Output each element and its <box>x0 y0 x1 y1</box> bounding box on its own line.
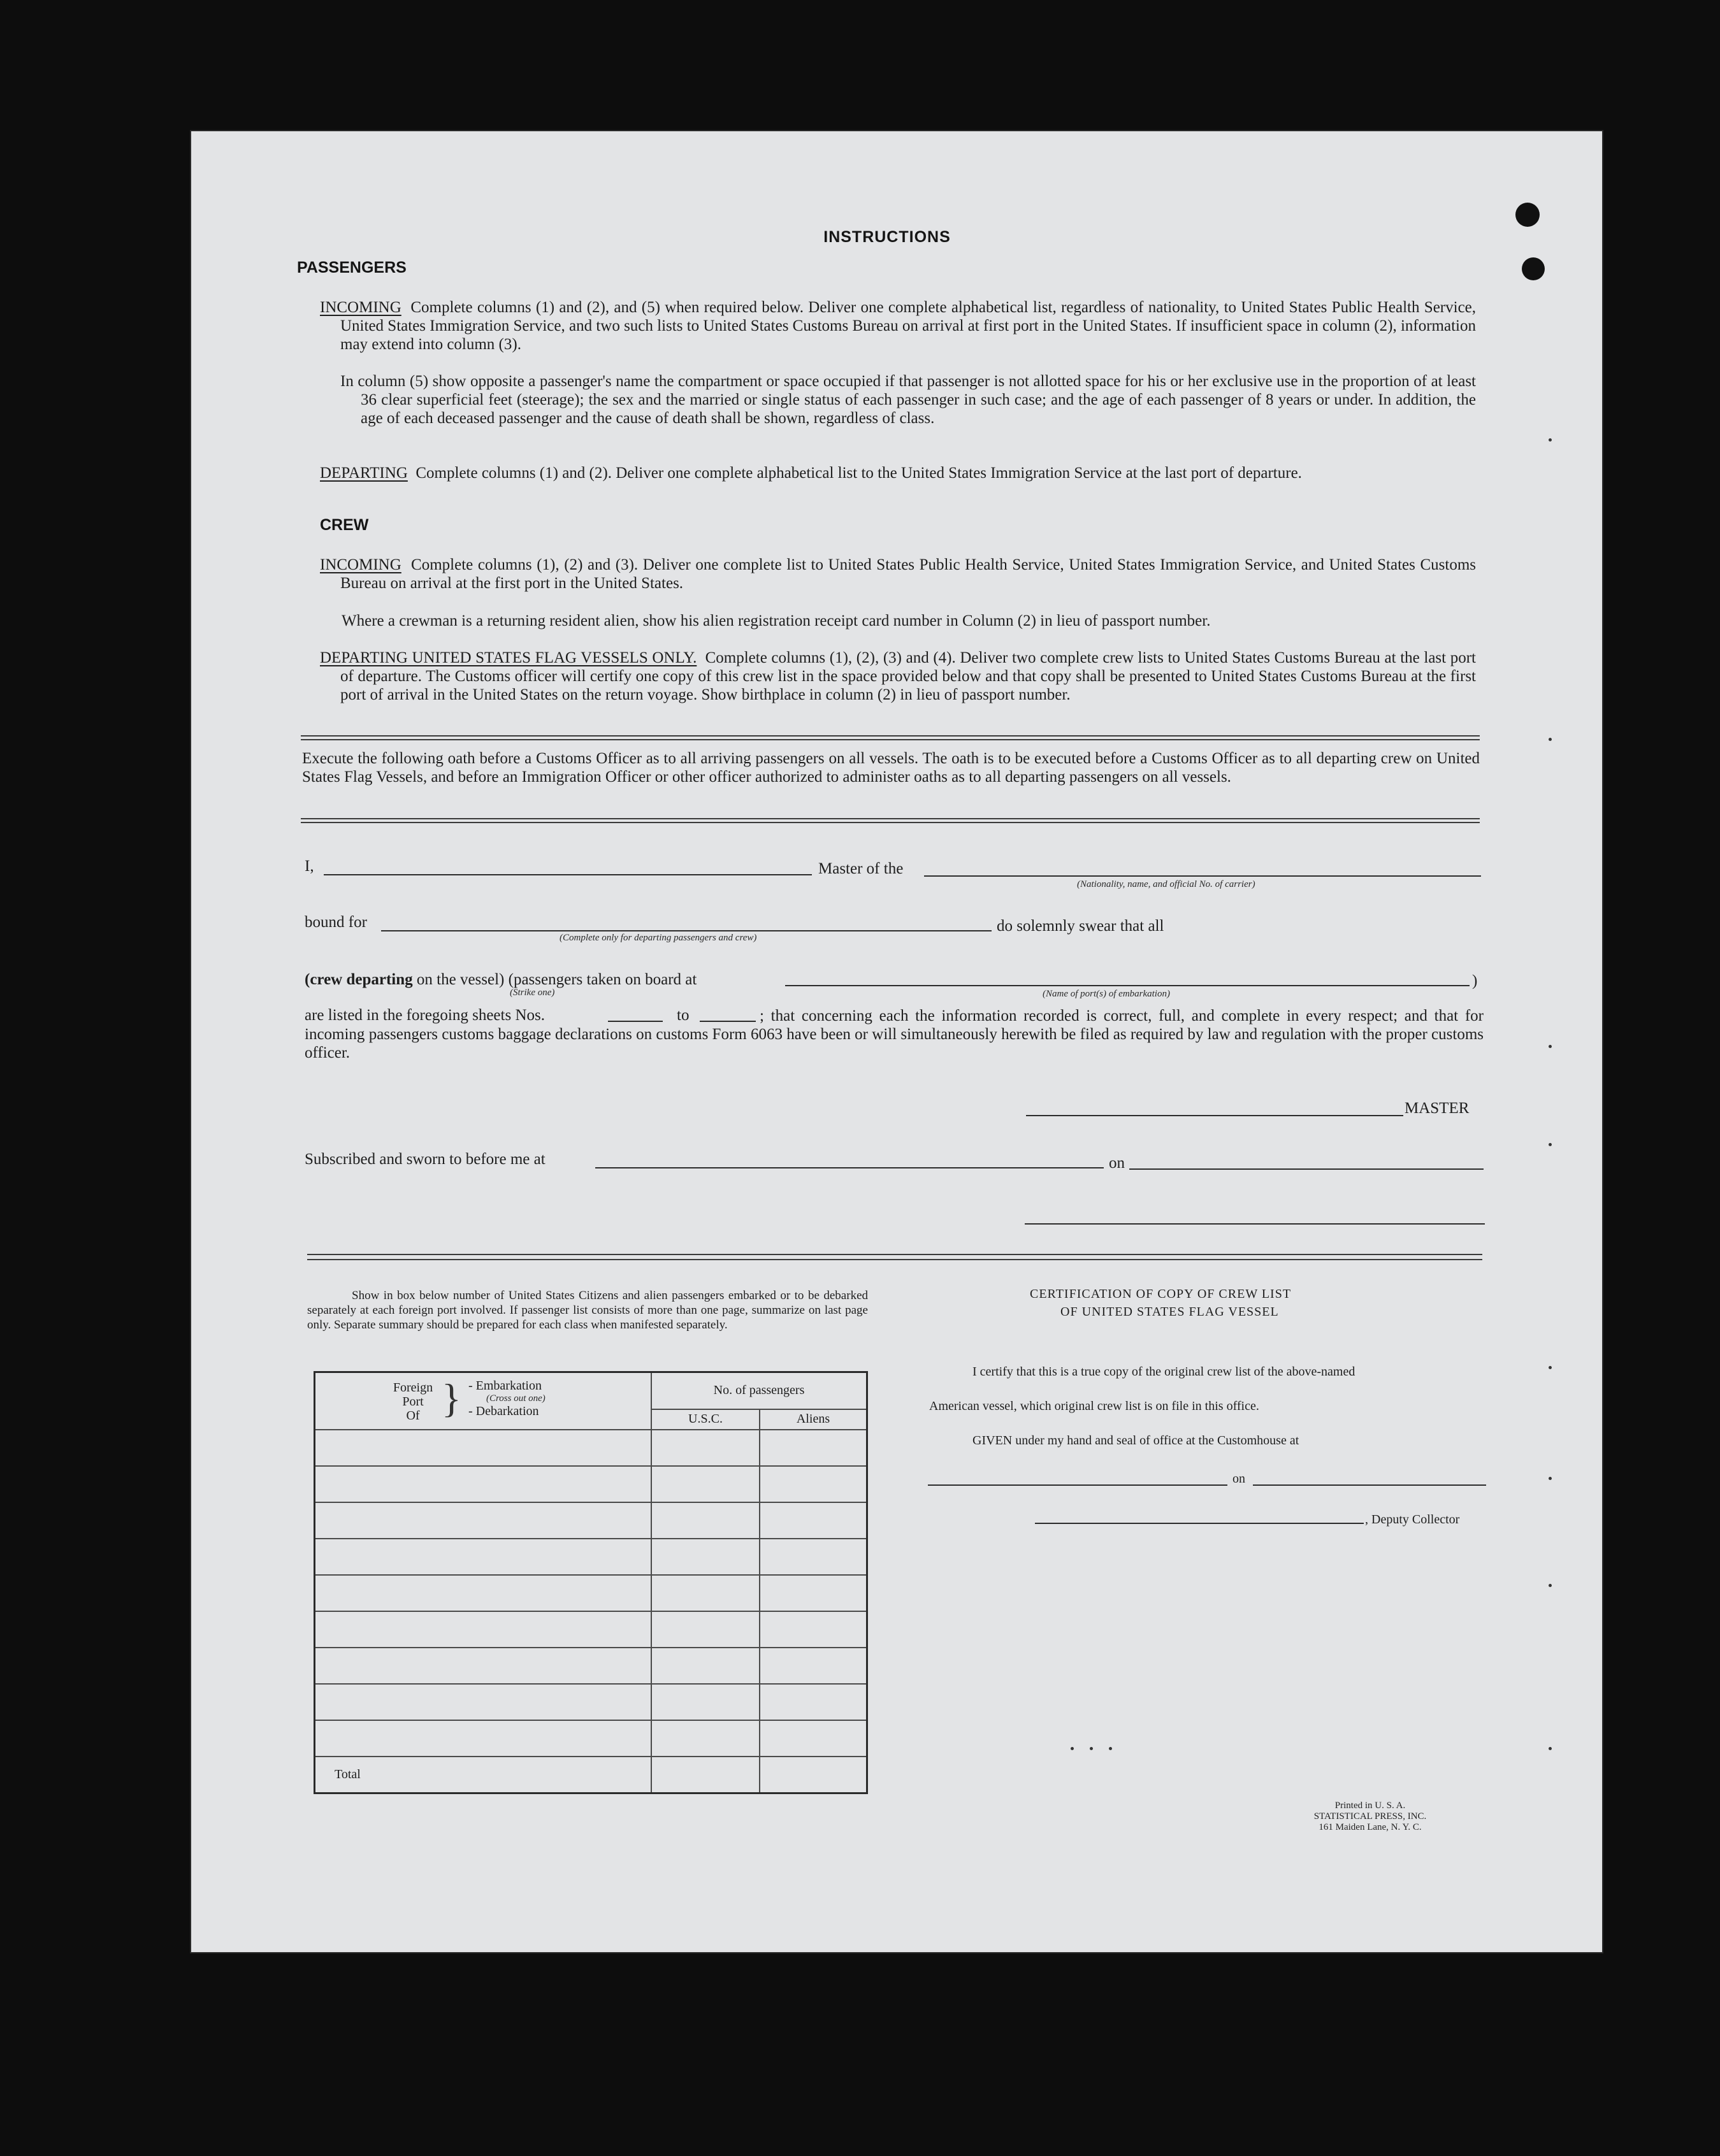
master-name-field[interactable] <box>324 874 812 875</box>
usc-cell[interactable] <box>651 1539 760 1575</box>
of-label: Of <box>406 1409 420 1423</box>
swear-text: do solemnly swear that all <box>997 917 1164 935</box>
usc-header: U.S.C. <box>651 1409 760 1430</box>
officer-signature-field[interactable] <box>1025 1223 1485 1225</box>
margin-speck <box>1549 1477 1552 1480</box>
embarkation-port-field[interactable] <box>785 985 1470 986</box>
passengers-incoming-paragraph <box>320 298 1476 354</box>
crew-departing-paragraph <box>320 649 1476 704</box>
embarkation-note: (Name of port(s) of embarkation) <box>1043 989 1170 999</box>
passengers-column5-paragraph <box>340 372 1476 428</box>
certify-line-2: American vessel, which original crew list is on file in this office. <box>929 1399 1259 1413</box>
certification-title-1: CERTIFICATION OF COPY OF CREW LIST <box>1030 1287 1292 1301</box>
crew-incoming-paragraph <box>320 556 1476 593</box>
page-title: INSTRUCTIONS <box>823 228 951 246</box>
port-cell[interactable] <box>315 1430 652 1466</box>
port-cell[interactable] <box>315 1466 652 1502</box>
usc-cell[interactable] <box>651 1575 760 1611</box>
bound-for-label: bound for <box>305 914 367 931</box>
table-row <box>315 1720 867 1757</box>
close-paren: ) <box>1472 972 1478 989</box>
deputy-collector-label: , Deputy Collector <box>1365 1513 1460 1527</box>
aliens-cell[interactable] <box>760 1720 867 1757</box>
master-of-label: Master of the <box>818 860 904 877</box>
passengers-incoming-label: INCOMING <box>320 299 401 316</box>
subscribed-label: Subscribed and sworn to before me at <box>305 1151 546 1168</box>
table-row <box>315 1430 867 1466</box>
total-aliens-cell[interactable] <box>760 1757 867 1793</box>
table-row <box>315 1502 867 1539</box>
summary-note: Show in box below number of United States Citizens and alien passengers embarked or to be debarked separately at each foreign port involved. If passenger list consists of more than one page, summarize on last page only. Separate summary should be prepared for each class when manifested separately. <box>307 1289 868 1332</box>
margin-speck <box>1090 1747 1093 1750</box>
aliens-cell[interactable] <box>760 1684 867 1720</box>
passengers-departing-text: Complete columns (1) and (2). Deliver one complete alphabetical list to the United States Immigration Service at the last port of departure. <box>416 464 1302 482</box>
divider-2 <box>301 818 1480 819</box>
port-header-cell <box>315 1372 652 1430</box>
passengers-column5-text: In column (5) show opposite a passenger's name the compartment or space occupied if that passenger is not allotted space for his or her exclusive use in the proportion of at least 36 clear superficial feet (steerage); the sex and the married or single status of each passenger in such case; and the age of each passenger of 8 years or under. In addition, the age of each deceased passenger and the cause of death shall be shown, regardless of class. <box>340 373 1476 427</box>
master-label: MASTER <box>1405 1100 1470 1117</box>
margin-speck <box>1109 1747 1112 1750</box>
oath-i-label: I, <box>305 858 314 875</box>
carrier-field[interactable] <box>924 875 1481 877</box>
subscribed-on-label: on <box>1109 1154 1125 1172</box>
port-cell[interactable] <box>315 1720 652 1757</box>
table-row <box>315 1684 867 1720</box>
aliens-cell[interactable] <box>760 1611 867 1648</box>
margin-speck <box>1071 1747 1074 1750</box>
passengers-taken-text: (passengers taken on board at <box>508 971 697 988</box>
debarkation-label: - Debarkation <box>468 1404 539 1418</box>
listed-to: to <box>677 1007 690 1024</box>
deputy-signature-field[interactable] <box>1035 1523 1364 1524</box>
printer-line-3: 161 Maiden Lane, N. Y. C. <box>1319 1822 1422 1832</box>
printer-line-1: Printed in U. S. A. <box>1334 1800 1406 1811</box>
table-row <box>315 1648 867 1684</box>
divider-1b <box>301 739 1480 740</box>
port-label: Port <box>402 1395 424 1409</box>
cross-out-note: (Cross out one) <box>486 1393 546 1404</box>
aliens-cell[interactable] <box>760 1539 867 1575</box>
brace-icon: } <box>442 1376 461 1421</box>
crew-departing-bold: (crew departing <box>305 971 413 988</box>
listed-start: are listed in the foregoing sheets Nos. <box>305 1007 545 1024</box>
port-cell[interactable] <box>315 1611 652 1648</box>
port-cell[interactable] <box>315 1539 652 1575</box>
margin-speck <box>1549 1143 1552 1146</box>
carrier-note: (Nationality, name, and official No. of carrier) <box>1077 879 1255 889</box>
customhouse-field[interactable] <box>928 1484 1227 1486</box>
certification-title-2: OF UNITED STATES FLAG VESSEL <box>1060 1305 1279 1319</box>
master-signature-field[interactable] <box>1026 1115 1403 1116</box>
margin-speck <box>1549 1045 1552 1048</box>
certify-line-1: I certify that this is a true copy of the original crew list of the above-named <box>972 1365 1355 1379</box>
aliens-cell[interactable] <box>760 1575 867 1611</box>
divider-1 <box>301 735 1480 737</box>
crew-incoming-label: INCOMING <box>320 556 401 573</box>
crew-incoming-text: Complete columns (1), (2) and (3). Deliver one complete list to United States Public Health Service, United States Immigration Service, and United States Customs Bureau on arrival at the first port in the United States. <box>340 556 1477 592</box>
margin-speck <box>1549 1366 1552 1369</box>
table-row <box>315 1539 867 1575</box>
given-line: GIVEN under my hand and seal of office at the Customhouse at <box>972 1434 1299 1448</box>
crew-resident-text: Where a crewman is a returning resident alien, show his alien registration receipt card number in Column (2) in lieu of passport number. <box>342 612 1211 629</box>
listed-rest-text: ; that concerning each the information recorded is correct, full, and complete in every respect; and that for incoming passengers customs baggage declarations on customs Form 6063 have been or will simultaneously herewith be filed as required by law and regulation with the proper customs officer. <box>305 1007 1484 1061</box>
table-row <box>315 1611 867 1648</box>
crew-departing-text: Complete columns (1), (2), (3) and (4). Deliver two complete crew lists to United States Customs Bureau at the last port of departure. The Customs officer will certify one copy of this crew list in the space provided below and that copy shall be presented to United States Customs Bureau at the first port of arrival in the United States on the return voyage. Show birthplace in column (2) in lieu of passport number. <box>340 649 1477 703</box>
crew-departing-option <box>305 971 697 989</box>
printer-imprint <box>1275 1800 1466 1833</box>
total-row <box>315 1757 867 1793</box>
crew-heading: CREW <box>320 516 369 534</box>
oath-intro: Execute the following oath before a Customs Officer as to all arriving passengers on all vessels. The oath is to be executed before a Customs Officer as to all departing crew on United States Flag Vessels, and before an Immigration Officer or other officer authorized to administer oaths as to all departing passengers on all vessels. <box>302 750 1480 786</box>
aliens-cell[interactable] <box>760 1466 867 1502</box>
port-cell[interactable] <box>315 1684 652 1720</box>
port-cell[interactable] <box>315 1575 652 1611</box>
passengers-departing-paragraph <box>320 464 1476 482</box>
usc-cell[interactable] <box>651 1648 760 1684</box>
usc-cell[interactable] <box>651 1502 760 1539</box>
usc-cell[interactable] <box>651 1430 760 1466</box>
embarkation-label: - Embarkation <box>468 1379 542 1393</box>
strike-note: (Strike one) <box>510 988 555 998</box>
crew-departing-label: DEPARTING UNITED STATES FLAG VESSELS ONLY. <box>320 649 697 666</box>
divider-2b <box>301 822 1480 823</box>
margin-speck <box>1549 1584 1552 1587</box>
no-of-passengers-header: No. of passengers <box>651 1372 867 1409</box>
punch-hole-bottom <box>1522 257 1545 280</box>
certification-date-field[interactable] <box>1253 1484 1486 1486</box>
passengers-heading: PASSENGERS <box>297 259 407 277</box>
bound-for-field[interactable] <box>381 930 992 931</box>
foreign-label: Foreign <box>393 1381 433 1395</box>
crew-resident-paragraph <box>342 612 1456 630</box>
margin-speck <box>1549 1747 1552 1750</box>
margin-speck <box>1549 738 1552 741</box>
total-usc-cell[interactable] <box>651 1757 760 1793</box>
usc-cell[interactable] <box>651 1684 760 1720</box>
bound-for-note: (Complete only for departing passengers and crew) <box>560 933 757 943</box>
port-cell[interactable] <box>315 1502 652 1539</box>
divider-3b <box>307 1259 1482 1260</box>
margin-speck <box>1549 438 1552 442</box>
aliens-header: Aliens <box>760 1409 867 1430</box>
usc-cell[interactable] <box>651 1611 760 1648</box>
usc-cell[interactable] <box>651 1466 760 1502</box>
on-the-vessel-text: on the vessel) <box>416 971 505 988</box>
divider-3 <box>307 1254 1482 1255</box>
passengers-incoming-text: Complete columns (1) and (2), and (5) when required below. Deliver one complete alphabetical list, regardless of nationality, to United States Public Health Service, United States Immigration Service, and two such lists to United States Customs Bureau on arrival at first port in the United States. If insufficient space in column (2), information may extend into column (3). <box>340 299 1477 353</box>
subscribed-date-field[interactable] <box>1129 1168 1484 1170</box>
passenger-summary-table <box>314 1371 868 1794</box>
certification-on-label: on <box>1232 1472 1245 1486</box>
subscribed-place-field[interactable] <box>595 1167 1104 1168</box>
aliens-cell[interactable] <box>760 1430 867 1466</box>
total-label: Total <box>315 1757 652 1793</box>
aliens-cell[interactable] <box>760 1502 867 1539</box>
table-row <box>315 1466 867 1502</box>
listed-rest <box>305 1007 1484 1062</box>
aliens-cell[interactable] <box>760 1648 867 1684</box>
passengers-departing-label: DEPARTING <box>320 464 408 482</box>
usc-cell[interactable] <box>651 1720 760 1757</box>
port-cell[interactable] <box>315 1648 652 1684</box>
table-row <box>315 1575 867 1611</box>
punch-hole-top <box>1515 203 1540 227</box>
printer-line-2: STATISTICAL PRESS, INC. <box>1313 1811 1427 1822</box>
